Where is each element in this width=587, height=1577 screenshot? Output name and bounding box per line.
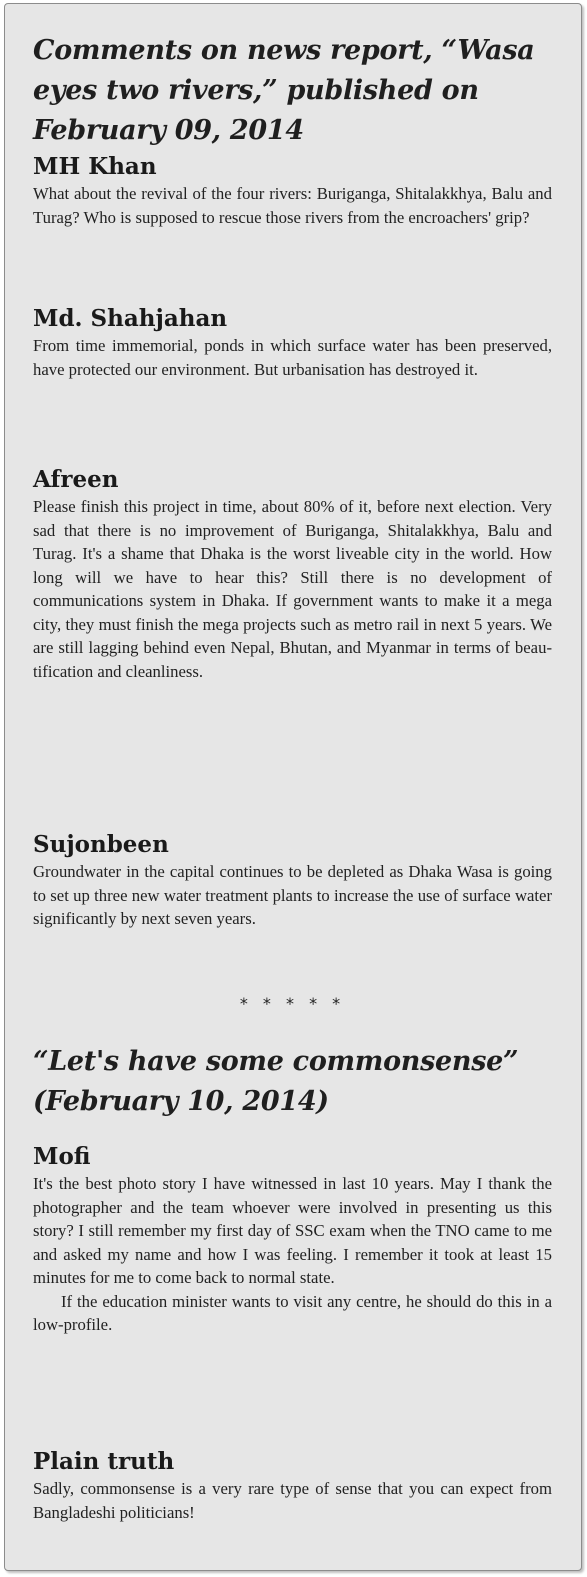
comment-paragraph: It's the best photo story I have witnessed in last 10 years. May I thank the photographer and the team whoever were involved in presenting us this story? I still remember my first day of SSC exam when the TNO came to me and asked my name and how I was feeling. I remember it took at least 15 minutes for me to come back to normal state.	[33, 1174, 552, 1287]
comment-author: Afreen	[33, 466, 119, 493]
comment-paragraph: If the education minister wants to visit any centre, he should do this in a low-profile.	[33, 1291, 552, 1334]
comment-body	[33, 495, 552, 683]
section-2-headline: “Let's have some commonsense” (February 10, 2014)	[33, 1046, 519, 1117]
comment-mofi	[33, 1142, 552, 1337]
comment-paragraph: Groundwater in the capital continues to be depleted as Dhaka Wasa is going to set up three new water treatment plants to increase the use of surface water significantly by next seven years.	[33, 862, 552, 928]
comment-afreen	[33, 465, 552, 683]
comment-body	[33, 334, 552, 381]
comment-body	[33, 1477, 552, 1524]
comment-author: Md. Shahjahan	[33, 305, 228, 332]
comment-sujonbeen	[33, 830, 552, 931]
comment-paragraph: Please finish this project in time, about 80% of it, before next election. Very sad that there is no improvement of Buriganga, Shitalakkhya, Balu and Turag. It's a shame that Dhaka is the worst liveable city in the world. How long will we have to hear this? Still there is no development of communications system in Dhaka. If government wants to make it a mega city, they must finish the mega projects such as metro rail in next 5 years. We are still lagging behind even Nepal, Bhutan, and Myanmar in terms of beautification and cleanliness.	[33, 497, 552, 681]
comment-body	[33, 1172, 552, 1337]
comment-mh-khan	[33, 152, 552, 229]
section-1-headline: Comments on news report, “Wasa eyes two rivers,” published on February 09, 2014	[33, 35, 535, 146]
comment-paragraph: Sadly, commonsense is a very rare type of sense that you can expect from Bangladeshi politicians!	[33, 1479, 552, 1522]
comment-author: MH Khan	[33, 153, 157, 180]
comments-panel	[4, 3, 582, 1571]
section-separator: * * * * *	[239, 994, 346, 1013]
comment-paragraph: What about the revival of the four rivers: Buriganga, Shitalakkhya, Balu and Turag? Who is supposed to rescue those rivers from the encroachers' grip?	[33, 184, 552, 227]
comment-author: Mofi	[33, 1143, 91, 1170]
comment-body	[33, 182, 552, 229]
comment-body	[33, 860, 552, 931]
comment-plain-truth	[33, 1447, 552, 1524]
comment-author: Sujonbeen	[33, 831, 169, 858]
comment-md-shahjahan	[33, 304, 552, 381]
comment-author: Plain truth	[33, 1448, 175, 1475]
comment-paragraph: From time immemorial, ponds in which surface water has been preserved, have protected our environment. But urbanisation has destroyed it.	[33, 336, 552, 379]
